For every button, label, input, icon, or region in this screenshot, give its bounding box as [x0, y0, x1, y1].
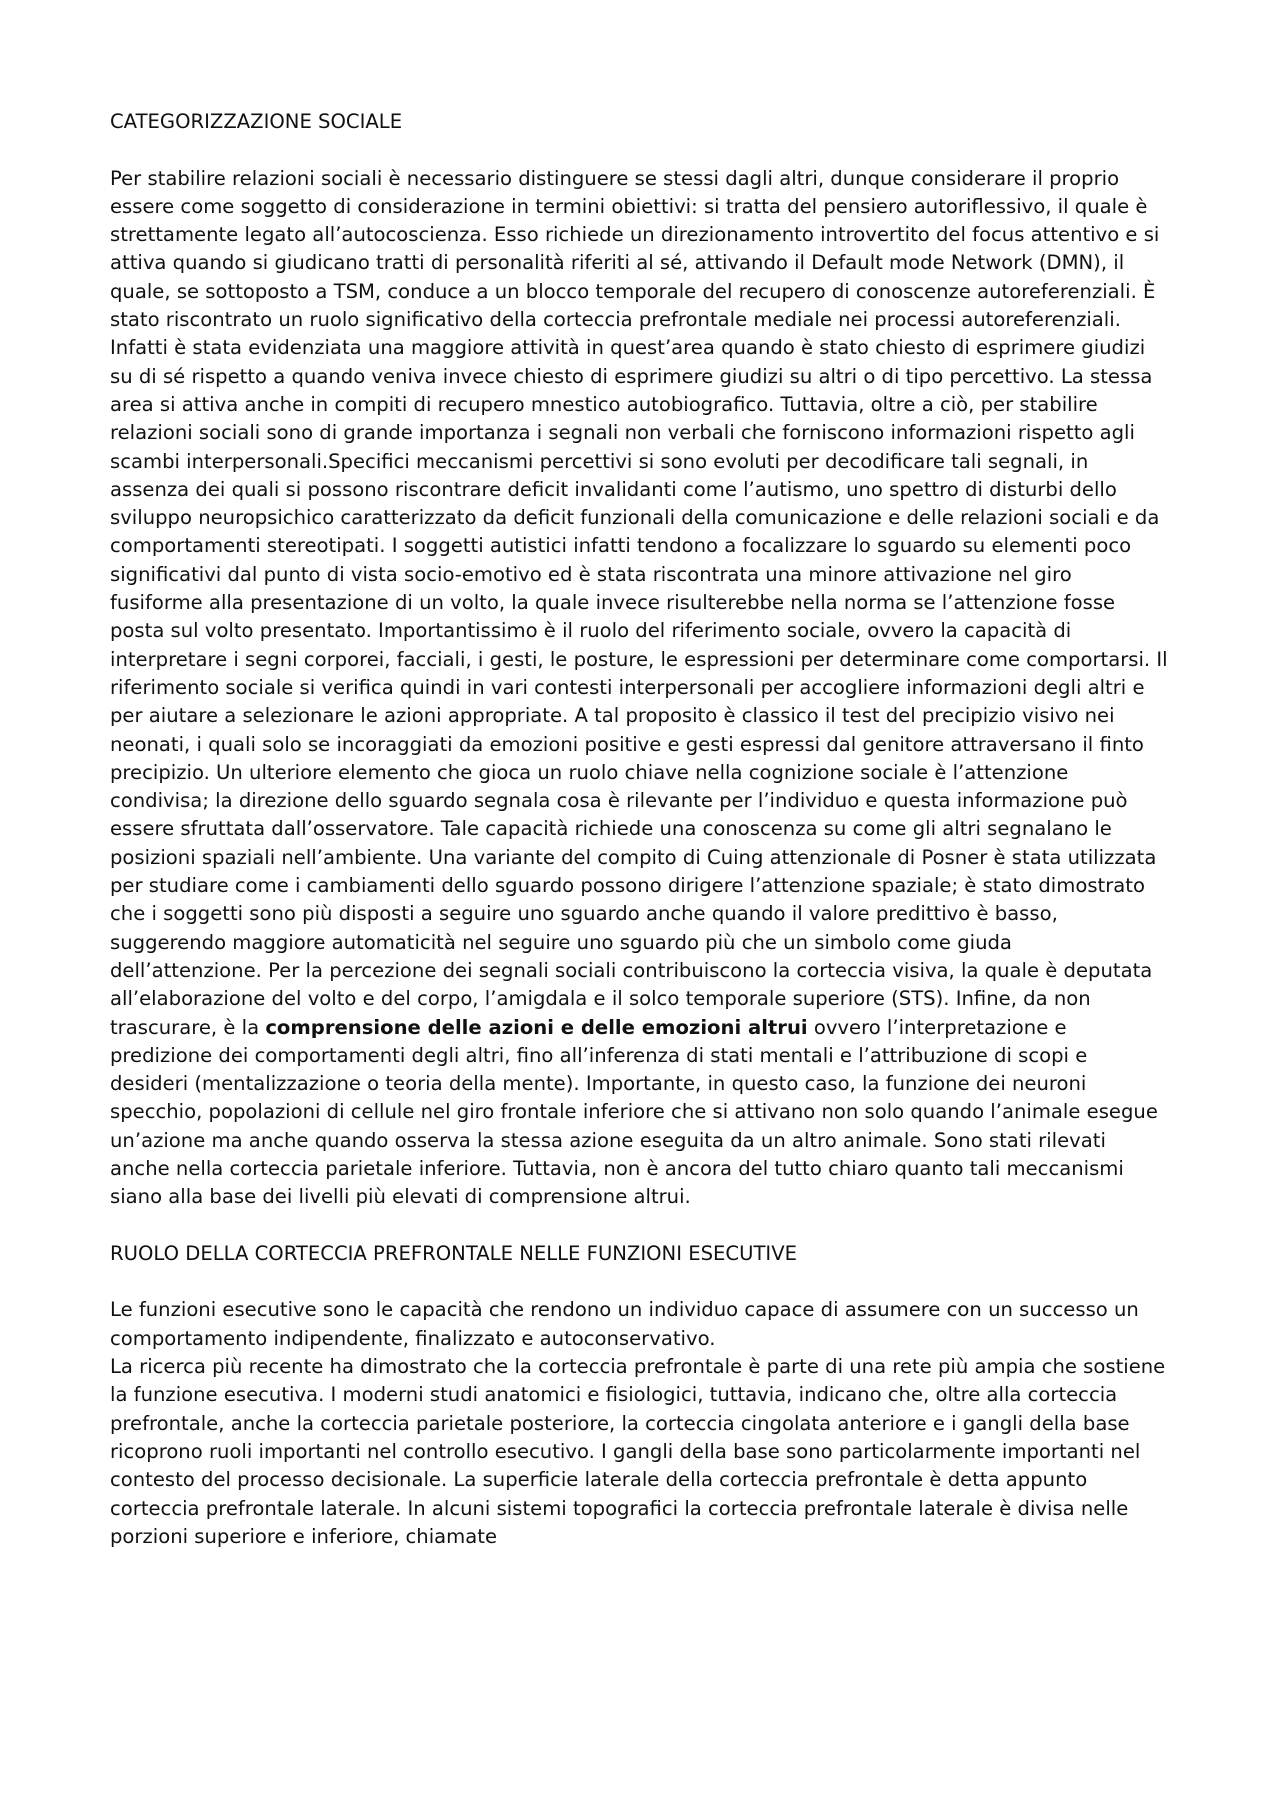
paragraph-text: Per stabilire relazioni sociali è necessario distinguere se stessi dagli altri, dunque considerare il proprio essere come soggetto di considerazione in termini obiettivi: si tratta del pensiero autoriflessivo, il quale è strettamente legato all’autocoscienza. Esso richiede un direzionamento introvertito del focus attentivo e si attiva quando si giudicano tratti di personalità riferiti al sé, attivando il Default mode Network (DMN), il quale, se sottoposto a TSM, conduce a un blocco temporale del recupero di conoscenze autoreferenziali. È stato riscontrato un ruolo significativo della corteccia prefrontale mediale nei processi autoreferenziali. Infatti è stata evidenziata una maggiore attività in quest’area quando è stato chiesto di esprimere giudizi su di sé rispetto a quando veniva invece chiesto di esprimere giudizi su altri o di tipo percettivo. La stessa area si attiva anche in compiti di recupero mnestico autobiografico. Tuttavia, oltre a ciò, per stabilire relazioni sociali sono di grande importanza i segnali non verbali che forniscono informazioni rispetto agli scambi interpersonali.Specifici meccanismi percettivi si sono evoluti per decodificare tali segnali, in assenza dei quali si possono riscontrare deficit invalidanti come l’autismo, uno spettro di disturbi dello sviluppo neuropsichico caratterizzato da deficit funzionali della comunicazione e delle relazioni sociali e da comportamenti stereotipati. I soggetti autistici infatti tendono a focalizzare lo sguardo su elementi poco significativi dal punto di vista socio-emotivo ed è stata riscontrata una minore attivazione nel giro fusiforme alla presentazione di un volto, la quale invece risulterebbe nella norma se l’attenzione fosse posta sul volto presentato. Importantissimo è il ruolo del riferimento sociale, ovvero la capacità di interpretare i segni corporei, facciali, i gesti, le posture, le espressioni per determinare come comportarsi. Il riferimento sociale si verifica quindi in vari contesti interpersonali per accogliere informazioni degli altri e per aiutare a selezionare le azioni appropriate. A tal proposito è classico il test del precipizio visivo nei neonati, i quali solo se incoraggiati da emozioni positive e gesti espressi dal genitore attraversano il finto precipizio. Un ulteriore elemento che gioca un ruolo chiave nella cognizione sociale è l’attenzione condivisa; la direzione dello sguardo segnala cosa è rilevante per l’individuo e questa informazione può essere sfruttata dall’osservatore. Tale capacità richiede una conoscenza su come gli altri segnalano le posizioni spaziali nell’ambiente. Una variante del compito di Cuing attenzionale di Posner è stata utilizzata per studiare come i cambiamenti dello sguardo possono dirigere l’attenzione spaziale; è stato dimostrato che i soggetti sono più disposti a seguire uno sguardo anche quando il valore predittivo è basso, suggerendo maggiore automaticità nel seguire uno sguardo più che un simbolo come giuda dell’attenzione. Per la percezione dei segnali sociali contribuiscono la corteccia visiva, la quale è deputata all’elaborazione del volto e del corpo, l’amigdala e il solco temporale superiore (STS). Infine, da non trascurare, è la — [110, 166, 1168, 1039]
paragraph-text-continued: ovvero l’interpretazione e predizione dei comportamenti degli altri, fino all’inferenza di stati mentali e l’attribuzione di scopi e desideri (mentalizzazione o teoria della mente). Importante, in questo caso, la funzione dei neuroni specchio, popolazioni di cellule nel giro frontale inferiore che si attivano non solo quando l’animale esegue un’azione ma anche quando osserva la stessa azione eseguita da un altro animale. Sono stati rilevati anche nella corteccia parietale inferiore. Tuttavia, non è ancora del tutto chiaro quanto tali meccanismi siano alla base dei livelli più elevati di comprensione altrui. — [110, 1015, 1158, 1209]
paragraph-spacer — [110, 1268, 1170, 1296]
body-paragraph-prefrontal-network: La ricerca più recente ha dimostrato che la corteccia prefrontale è parte di una rete più ampia che sostiene la funzione esecutiva. I moderni studi anatomici e fisiologici, tuttavia, indicano che, oltre alla corteccia prefrontale, anche la corteccia parietale posteriore, la corteccia cingolata anteriore e i gangli della base ricoprono ruoli importanti nel controllo esecutivo. I gangli della base sono particolarmente importanti nel contesto del processo decisionale. La superficie laterale della corteccia prefrontale è detta appunto corteccia prefrontale laterale. In alcuni sistemi topografici la corteccia prefrontale laterale è divisa nelle porzioni superiore e inferiore, chiamate — [110, 1355, 1166, 1548]
section-heading-corteccia-prefrontale: RUOLO DELLA CORTECCIA PREFRONTALE NELLE FUNZIONI ESECUTIVE — [110, 1241, 797, 1265]
paragraph-spacer — [110, 1212, 1170, 1240]
paragraph-spacer — [110, 136, 1170, 164]
body-paragraph-executive-functions: Le funzioni esecutive sono le capacità che rendono un individuo capace di assumere con un successo un comportamento indipendente, finalizzato e autoconservativo. — [110, 1298, 1139, 1350]
bold-phrase: comprensione delle azioni e delle emozioni altrui — [265, 1015, 808, 1039]
section-heading-categorizzazione-sociale: CATEGORIZZAZIONE SOCIALE — [110, 110, 403, 133]
document-page — [110, 108, 1170, 1551]
body-paragraph-social-categorization — [110, 165, 1170, 1212]
